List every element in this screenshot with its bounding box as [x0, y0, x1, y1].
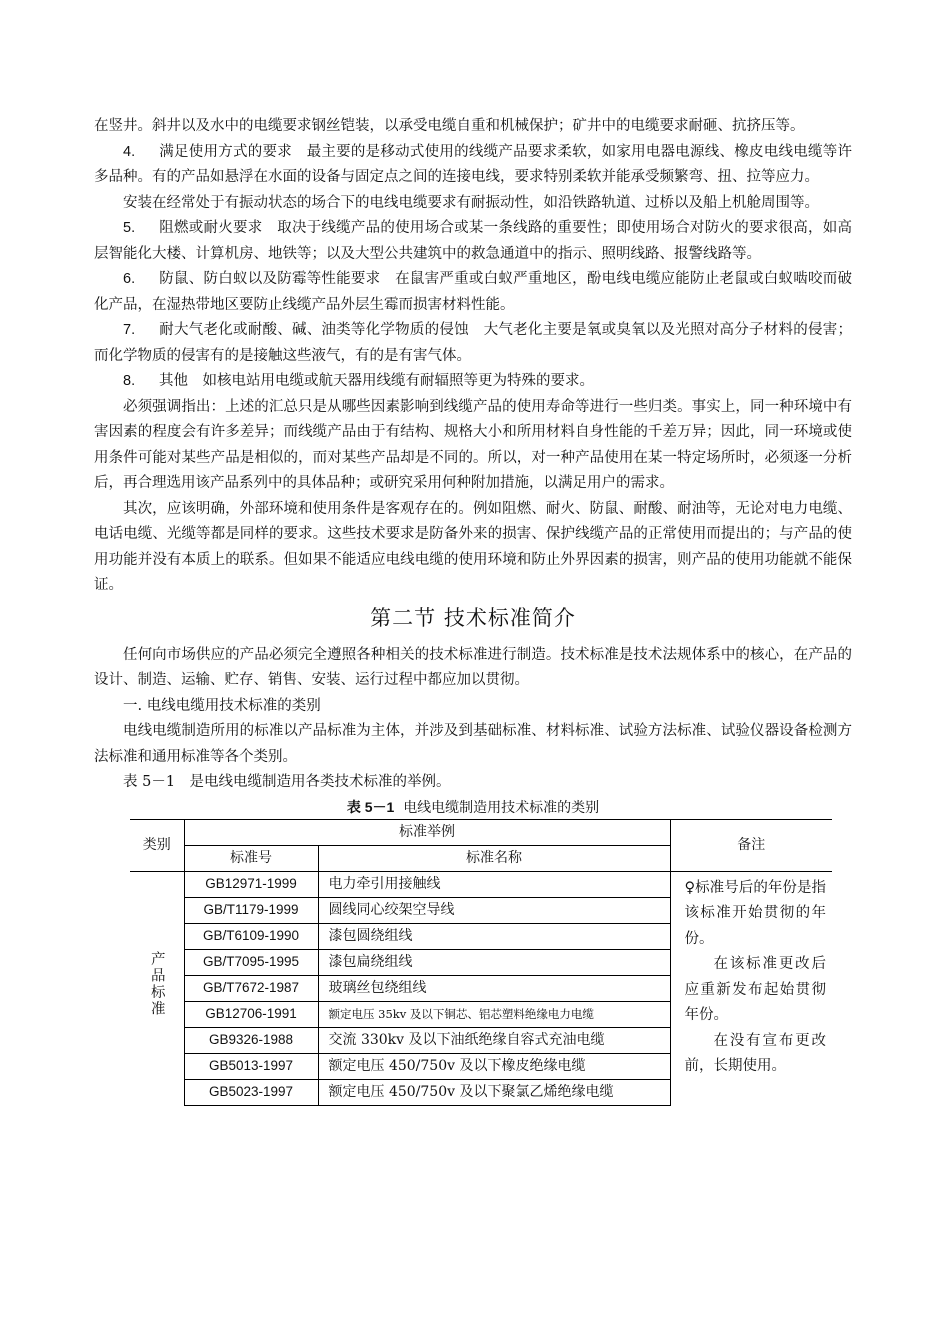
paragraph-text: 一. 电线电缆用技术标准的类别 [123, 697, 321, 714]
standard-name-cell: 漆包扁绕组线 [318, 949, 670, 975]
standard-number-cell: GB/T7672-1987 [184, 975, 318, 1001]
remark-paragraph: 在没有宣布更改前，长期使用。 [684, 1032, 826, 1074]
category-cell [130, 871, 184, 1105]
standard-number-cell: GB/T6109-1990 [184, 923, 318, 949]
standard-name-cell: 漆包圆绕组线 [318, 923, 670, 949]
list-number: 7. [123, 322, 136, 338]
list-number: 4. [123, 143, 136, 160]
standard-number-cell: GB12971-1999 [184, 871, 318, 897]
paragraph-p7 [94, 318, 852, 369]
paragraph-text: 其他 如核电站用电缆或航天器用线缆有耐辐照等更为特殊的要求。 [159, 373, 594, 389]
standard-number-cell: GB/T1179-1999 [184, 897, 318, 923]
standards-table [130, 819, 832, 1106]
paragraph-text: 防鼠、防白蚁以及防霉等性能要求 在鼠害严重或白蚁严重地区，酚电线电缆应能防止老鼠或白蚁啮咬而破化产品，在湿热带地区要防止线缆产品外层生霉而损害材料性能。 [94, 271, 852, 313]
standard-name-cell: 额定电压 450/750v 及以下橡皮绝缘电缆 [318, 1053, 670, 1079]
header-std-no: 标准号 [184, 845, 318, 871]
paragraph-text: 阻燃或耐火要求 取决于线缆产品的使用场合或某一条线路的重要性；即使用场合对防火的要求很高，如高层智能化大楼、计算机房、地铁等；以及大型公共建筑中的救急通道中的指示、照明线路、报警线路等。 [94, 220, 852, 262]
paragraph-p4 [94, 140, 852, 191]
standard-number-cell: GB/T7095-1995 [184, 949, 318, 975]
standard-name-cell: 交流 330kv 及以下油纸绝缘自容式充油电缆 [318, 1027, 670, 1053]
paragraph-q4 [94, 770, 852, 796]
table-row [130, 871, 832, 897]
paragraph-q1 [94, 643, 852, 694]
list-number: 6. [123, 271, 136, 287]
paragraph-p0 [94, 114, 852, 140]
standard-number-cell: GB5013-1997 [184, 1053, 318, 1079]
paragraph-text: 表 5－1 是电线电缆制造用各类技术标准的举例。 [123, 774, 451, 790]
table-caption-text: 电线电缆制造用技术标准的类别 [403, 799, 600, 816]
paragraph-p5 [94, 216, 852, 267]
paragraph-q3 [94, 719, 852, 770]
document-body [94, 114, 852, 1106]
category-label: 产品标准 [148, 951, 165, 1018]
standard-name-cell: 玻璃丝包绕组线 [318, 975, 670, 1001]
paragraph-p8 [94, 369, 852, 395]
header-category: 类别 [130, 819, 184, 871]
standard-name-cell: 圆线同心绞架空导线 [318, 897, 670, 923]
paragraph-group-top [94, 114, 852, 599]
standard-name-cell: 电力牵引用接触线 [318, 871, 670, 897]
paragraph-p9 [94, 395, 852, 497]
paragraph-text: 在竖井。斜井以及水中的电缆要求钢丝铠装，以承受电缆自重和机械保护；矿井中的电缆要求耐砸、抗挤压等。 [94, 118, 805, 134]
paragraph-text: 必须强调指出：上述的汇总只是从哪些因素影响到线缆产品的使用寿命等进行一些归类。事实上，同一种环境中有害因素的程度会有许多差异；而线缆产品由于有结构、规格大小和所用材料自身性能的千差万异；因此，同一环境或使用条件可能对某些产品是相似的，而对某些产品却是不同的。所以，对一种产品使用在某一特定场所时，必须逐一分析后，再合理选用该产品系列中的具体品种；或研究采用何种附加措施，以满足用户的需求。 [94, 398, 852, 491]
standard-number-cell: GB9326-1988 [184, 1027, 318, 1053]
remark-cell [670, 871, 832, 1105]
paragraph-p4b [94, 191, 852, 217]
header-examples: 标准举例 [184, 819, 670, 845]
remark-paragraph: 在该标准更改后应重新发布起始贯彻年份。 [684, 956, 826, 1023]
header-std-name: 标准名称 [318, 845, 670, 871]
header-remark: 备注 [670, 819, 832, 871]
paragraph-text: 任何向市场供应的产品必须完全遵照各种相关的技术标准进行制造。技术标准是技术法规体系中的核心，在产品的设计、制造、运输、贮存、销售、安装、运行过程中都应加以贯彻。 [94, 646, 852, 688]
paragraph-text: 安装在经常处于有振动状态的场合下的电线电缆要求有耐振动性，如沿铁路轨道、过桥以及船上机舱周围等。 [123, 194, 819, 211]
paragraph-text: 电线电缆制造所用的标准以产品标准为主体，并涉及到基础标准、材料标准、试验方法标准、试验仪器设备检测方法标准和通用标准等各个类别。 [94, 723, 852, 765]
paragraph-text: 满足使用方式的要求 最主要的是移动式使用的线缆产品要求柔软，如家用电器电源线、橡皮电线电缆等许多品种。有的产品如悬浮在水面的设备与固定点之间的连接电线，要求特别柔软并能承受频繁弯、扭、拉等应力。 [94, 143, 852, 185]
remark-paragraph: ♀标准号后的年份是指该标准开始贯彻的年份。 [684, 879, 826, 947]
paragraph-p10 [94, 497, 852, 599]
standard-name-cell: 额定电压 35kv 及以下铜芯、铝芯塑料绝缘电力电缆 [318, 1001, 670, 1027]
standard-number-cell: GB5023-1997 [184, 1079, 318, 1105]
section-title: 第二节 技术标准简介 [370, 605, 576, 630]
list-number: 5. [123, 220, 136, 236]
table-caption-number: 表 5－1 [346, 798, 395, 815]
standard-number-cell: GB12706-1991 [184, 1001, 318, 1027]
table-caption [94, 796, 852, 819]
paragraph-p6 [94, 267, 852, 318]
standard-name-cell: 额定电压 450/750v 及以下聚氯乙烯绝缘电缆 [318, 1079, 670, 1105]
paragraph-group-mid [94, 643, 852, 796]
paragraph-text: 其次，应该明确，外部环境和使用条件是客观存在的。例如阻燃、耐火、防鼠、耐酸、耐油等，无论对电力电缆、电话电缆、光缆等都是同样的要求。这些技术要求是防备外来的损害、保护线缆产品的正常使用而提出的；与产品的使用功能并没有本质上的联系。但如果不能适应电线电缆的使用环境和防止外界因素的损害，则产品的使用功能就不能保证。 [94, 500, 852, 593]
table-header-row-1 [130, 819, 832, 845]
list-number: 8. [123, 373, 136, 389]
paragraph-q2 [94, 694, 852, 720]
paragraph-text: 耐大气老化或耐酸、碱、油类等化学物质的侵蚀 大气老化主要是氧或臭氧以及光照对高分子材料的侵害；而化学物质的侵害有的是接触这些液气，有的是有害气体。 [94, 322, 852, 364]
